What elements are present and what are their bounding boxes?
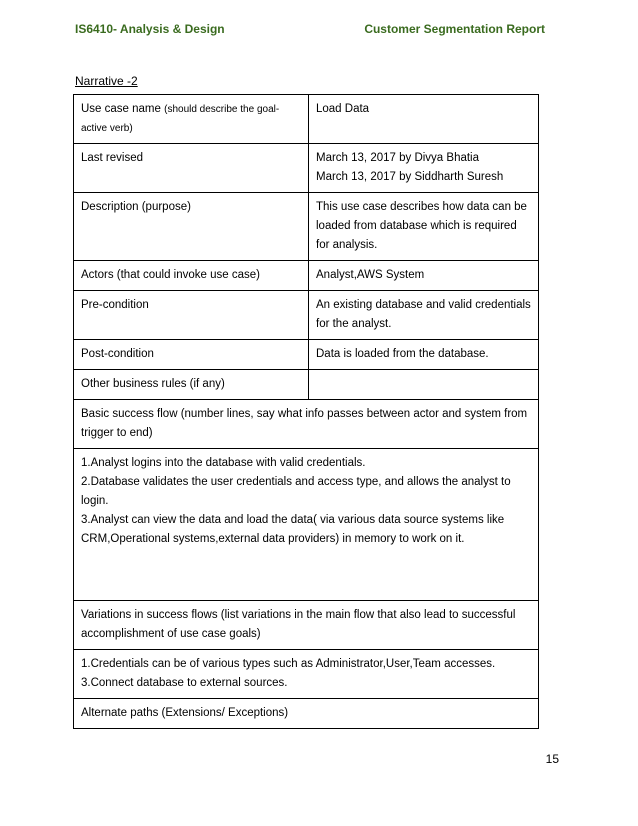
last-revised-label: Last revised [74,144,309,193]
page-number: 15 [545,752,559,766]
last-revised-value-cell [309,144,539,193]
basic-flow-step-1: 1.Analyst logins into the database with valid credentials. [81,457,366,469]
basic-flow-steps-cell [74,449,539,601]
table-row-variations-steps [74,650,539,699]
use-case-name-note: (should describe the goal-active verb) [81,104,280,134]
table-row-use-case-name [74,95,539,144]
header-report-title: Customer Segmentation Report [364,22,545,36]
table-row-basic-flow-steps [74,449,539,601]
use-case-name-label-cell [74,95,309,144]
table-row-precondition [74,291,539,340]
narrative-title: Narrative -2 [75,74,138,88]
precondition-label: Pre-condition [74,291,309,340]
use-case-name-value: Load Data [309,95,539,144]
description-value: This use case describes how data can be loaded from database which is required for analysis. [309,193,539,261]
last-revised-entry-2: March 13, 2017 by Siddharth Suresh [316,171,504,183]
table-row-description [74,193,539,261]
header-course-title: IS6410- Analysis & Design [75,22,225,36]
table-row-variations-header [74,601,539,650]
use-case-name-label: Use case name [81,103,161,115]
other-rules-value [309,370,539,400]
last-revised-entry-1: March 13, 2017 by Divya Bhatia [316,152,480,164]
table-row-other-rules [74,370,539,400]
variation-step-2: 3.Connect database to external sources. [81,677,288,689]
actors-value: Analyst,AWS System [309,261,539,291]
table-row-actors [74,261,539,291]
alternate-paths-label: Alternate paths (Extensions/ Exceptions) [74,699,539,729]
variation-step-1: 1.Credentials can be of various types such as Administrator,User,Team accesses. [81,658,496,670]
actors-label: Actors (that could invoke use case) [74,261,309,291]
basic-flow-label: Basic success flow (number lines, say what info passes between actor and system from trigger to end) [74,400,539,449]
table-row-last-revised [74,144,539,193]
table-row-basic-flow-header [74,400,539,449]
table-row-alternate-paths [74,699,539,729]
other-rules-label: Other business rules (if any) [74,370,309,400]
use-case-table [73,94,539,729]
basic-flow-step-2: 2.Database validates the user credentials and access type, and allows the analyst to login. [81,476,511,507]
postcondition-label: Post-condition [74,340,309,370]
variations-label: Variations in success flows (list variations in the main flow that also lead to successful accomplishment of use case goals) [74,601,539,650]
precondition-value: An existing database and valid credentials for the analyst. [309,291,539,340]
basic-flow-step-3: 3.Analyst can view the data and load the data( via various data source systems like CRM,Operational systems,external data providers) in memory to work on it. [81,514,505,545]
variations-steps-cell [74,650,539,699]
table-row-postcondition [74,340,539,370]
postcondition-value: Data is loaded from the database. [309,340,539,370]
description-label: Description (purpose) [74,193,309,261]
